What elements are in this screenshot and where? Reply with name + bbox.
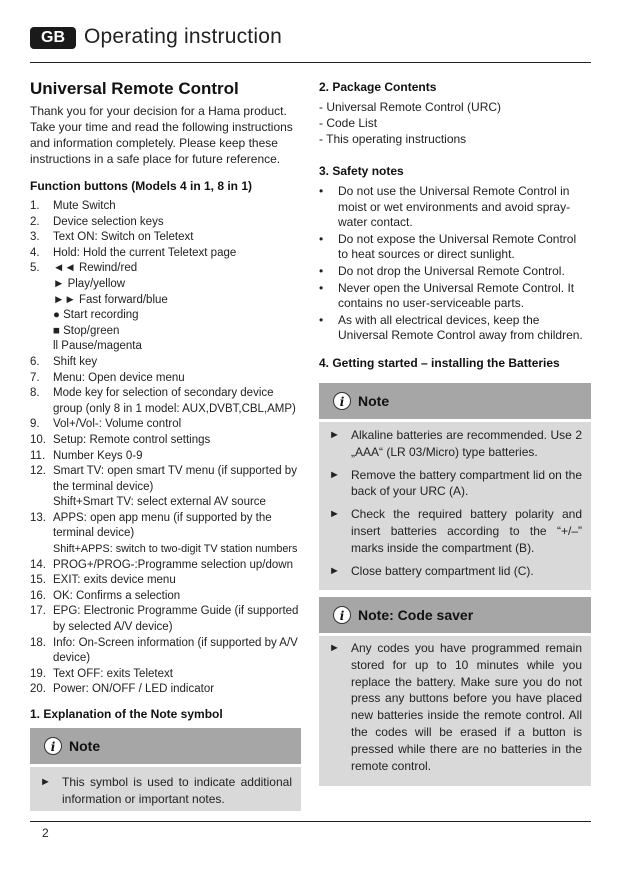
safety-item: • Do not use the Universal Remote Control in moist or wet environments and avoid spray-water contact.	[319, 184, 571, 230]
function-text: Setup: Remote control settings	[53, 433, 211, 446]
arrow-icon: ►	[329, 508, 340, 521]
footer-rule	[30, 821, 591, 822]
note-item: ► Check the required battery polarity and insert batteries according to the “+/–” marks inside the compartment (B).	[329, 507, 582, 555]
function-item	[30, 511, 305, 558]
function-number: 17.	[30, 605, 46, 618]
function-text: Vol+/Vol-: Volume control	[53, 418, 182, 431]
note-box-header	[319, 597, 591, 633]
page-number: 2	[42, 826, 49, 840]
function-item	[30, 215, 305, 231]
function-text: Number Keys 0-9	[53, 449, 143, 462]
page-header-title: Operating instruction	[84, 25, 282, 48]
info-icon: i	[333, 606, 351, 624]
arrow-icon: ►	[329, 468, 340, 481]
function-text: ■ Stop/green	[53, 324, 120, 337]
function-item	[30, 573, 305, 589]
function-text: Mode key for selection of secondary device group (only 8 in 1 model: AUX,DVBT,CBL,AMP)	[53, 387, 296, 415]
function-number: 10.	[30, 433, 46, 446]
function-text: ► Play/yellow	[53, 277, 126, 290]
function-text: ll Pause/magenta	[53, 340, 142, 353]
note-box-title: Note	[358, 393, 390, 409]
function-number: 6.	[30, 355, 40, 368]
function-text: Shift+APPS: switch to two-digit TV station numbers	[53, 543, 298, 556]
function-text: PROG+/PROG-:Programme selection up/down	[53, 558, 293, 571]
arrow-icon: ►	[329, 564, 340, 577]
safety-item: • Do not drop the Universal Remote Control.	[319, 263, 565, 278]
function-number: 1.	[30, 200, 40, 212]
note-box-title: Note: Code saver	[358, 607, 474, 623]
function-number: 13.	[30, 511, 46, 524]
function-text: Hold: Hold the current Teletext page	[53, 246, 237, 259]
package-item: - This operating instructions	[319, 132, 467, 146]
function-number: 7.	[30, 371, 40, 384]
function-item	[30, 464, 305, 511]
function-number: 11.	[30, 449, 46, 462]
function-item	[30, 230, 305, 246]
note-box-header	[319, 383, 591, 419]
function-item	[30, 371, 305, 387]
safety-notes-heading: 3. Safety notes	[319, 164, 404, 178]
package-item: - Code List	[319, 116, 378, 130]
function-text: Smart TV: open smart TV menu (if supported by the terminal device)	[53, 465, 297, 493]
arrow-icon: ►	[329, 642, 340, 654]
function-text: EPG: Electronic Programme Guide (if supported by selected A/V device)	[53, 605, 299, 634]
function-buttons-heading: Function buttons (Models 4 in 1, 8 in 1)	[30, 179, 252, 193]
function-item	[30, 355, 305, 371]
function-number: 8.	[30, 387, 40, 400]
function-item	[30, 667, 305, 683]
function-number: 15.	[30, 574, 46, 587]
package-contents-heading: 2. Package Contents	[319, 80, 437, 94]
function-text: ►► Fast forward/blue	[53, 293, 168, 306]
function-number: 14.	[30, 558, 46, 571]
safety-notes-list	[319, 184, 589, 345]
function-list	[30, 199, 305, 698]
info-icon: i	[44, 737, 62, 755]
note-box-title: Note	[69, 738, 101, 754]
note-item: ► Remove the battery compartment lid on the back of your URC (A).	[329, 467, 582, 499]
info-icon: i	[333, 392, 351, 410]
note-box-body	[319, 422, 591, 590]
function-item	[30, 433, 305, 449]
note-item: ► Close battery compartment lid (C).	[329, 563, 534, 578]
safety-item: • Do not expose the Universal Remote Control to heat sources or direct sunlight.	[319, 231, 577, 262]
function-number: 20.	[30, 683, 46, 696]
getting-started-heading: 4. Getting started – installing the Batteries	[319, 356, 560, 370]
function-text: Menu: Open device menu	[53, 371, 185, 384]
function-item	[30, 558, 305, 574]
function-number: 16.	[30, 589, 46, 602]
function-text: EXIT: exits device menu	[53, 574, 176, 587]
function-item	[30, 636, 305, 667]
note-symbol-box	[30, 728, 301, 811]
function-number: 2.	[30, 215, 40, 228]
function-text: Mute Switch	[53, 200, 116, 212]
function-number: 4.	[30, 246, 40, 259]
safety-item: • Never open the Universal Remote Control. It contains no user-serviceable parts.	[319, 280, 575, 311]
function-text: Power: ON/OFF / LED indicator	[53, 683, 215, 696]
function-text: ● Start recording	[53, 309, 139, 322]
note-box-body	[319, 636, 591, 786]
function-item	[30, 386, 305, 417]
function-number: 18.	[30, 636, 46, 649]
arrow-icon: ►	[329, 429, 340, 441]
note-box-item	[30, 774, 292, 808]
function-item	[30, 417, 305, 433]
intro-paragraph: Thank you for your decision for a Hama product. Take your time and read the following instructions and information completely. Please keep these instructions in a safe place for future reference.	[30, 104, 293, 166]
function-item	[30, 589, 305, 605]
function-text: Text ON: Switch on Teletext	[53, 231, 194, 244]
note-box-header	[30, 728, 301, 764]
language-badge: GB	[30, 27, 76, 49]
package-contents-list	[319, 99, 591, 147]
function-number: 12.	[30, 465, 46, 478]
function-item	[30, 604, 305, 635]
function-text: Shift+Smart TV: select external AV source	[53, 496, 266, 509]
function-item	[30, 449, 305, 465]
function-number: 5.	[30, 262, 40, 275]
function-number: 9.	[30, 418, 40, 431]
package-item: - Universal Remote Control (URC)	[319, 100, 502, 114]
function-text: APPS: open app menu (if supported by the terminal device)	[53, 511, 272, 540]
note-box-body	[30, 767, 301, 811]
document-title: Universal Remote Control	[30, 79, 239, 98]
arrow-icon: ►	[40, 776, 51, 788]
note-item: ► Any codes you have programmed remain stored for up to 10 minutes while you replace the battery. Make sure you do not press any buttons before you have placed new batteries inside the remote control. All the codes will be erased if a button is pressed while there are no batteries in the remote control.	[329, 641, 582, 773]
function-text: Shift key	[53, 355, 98, 368]
function-number: 19.	[30, 667, 46, 680]
note-box-text: This symbol is used to indicate additional information or important notes.	[62, 775, 292, 806]
function-text: ◄◄ Rewind/red	[53, 262, 138, 275]
function-text: Info: On-Screen information (if supported by A/V device)	[53, 636, 298, 665]
header-rule	[30, 62, 591, 63]
function-number: 3.	[30, 231, 40, 244]
function-item	[30, 261, 305, 355]
safety-item: • As with all electrical devices, keep the Universal Remote Control away from children.	[319, 312, 583, 343]
function-item	[30, 682, 305, 698]
function-text: Device selection keys	[53, 215, 164, 228]
note-item: ► Alkaline batteries are recommended. Use 2 „AAA“ (LR 03/Micro) type batteries.	[329, 428, 582, 459]
function-text: Text OFF: exits Teletext	[53, 667, 173, 680]
function-text: OK: Confirms a selection	[53, 589, 181, 602]
code-saver-note-box	[319, 597, 591, 786]
battery-note-box	[319, 383, 591, 590]
function-item	[30, 246, 305, 262]
note-symbol-heading: 1. Explanation of the Note symbol	[30, 707, 223, 721]
function-item	[30, 199, 305, 215]
